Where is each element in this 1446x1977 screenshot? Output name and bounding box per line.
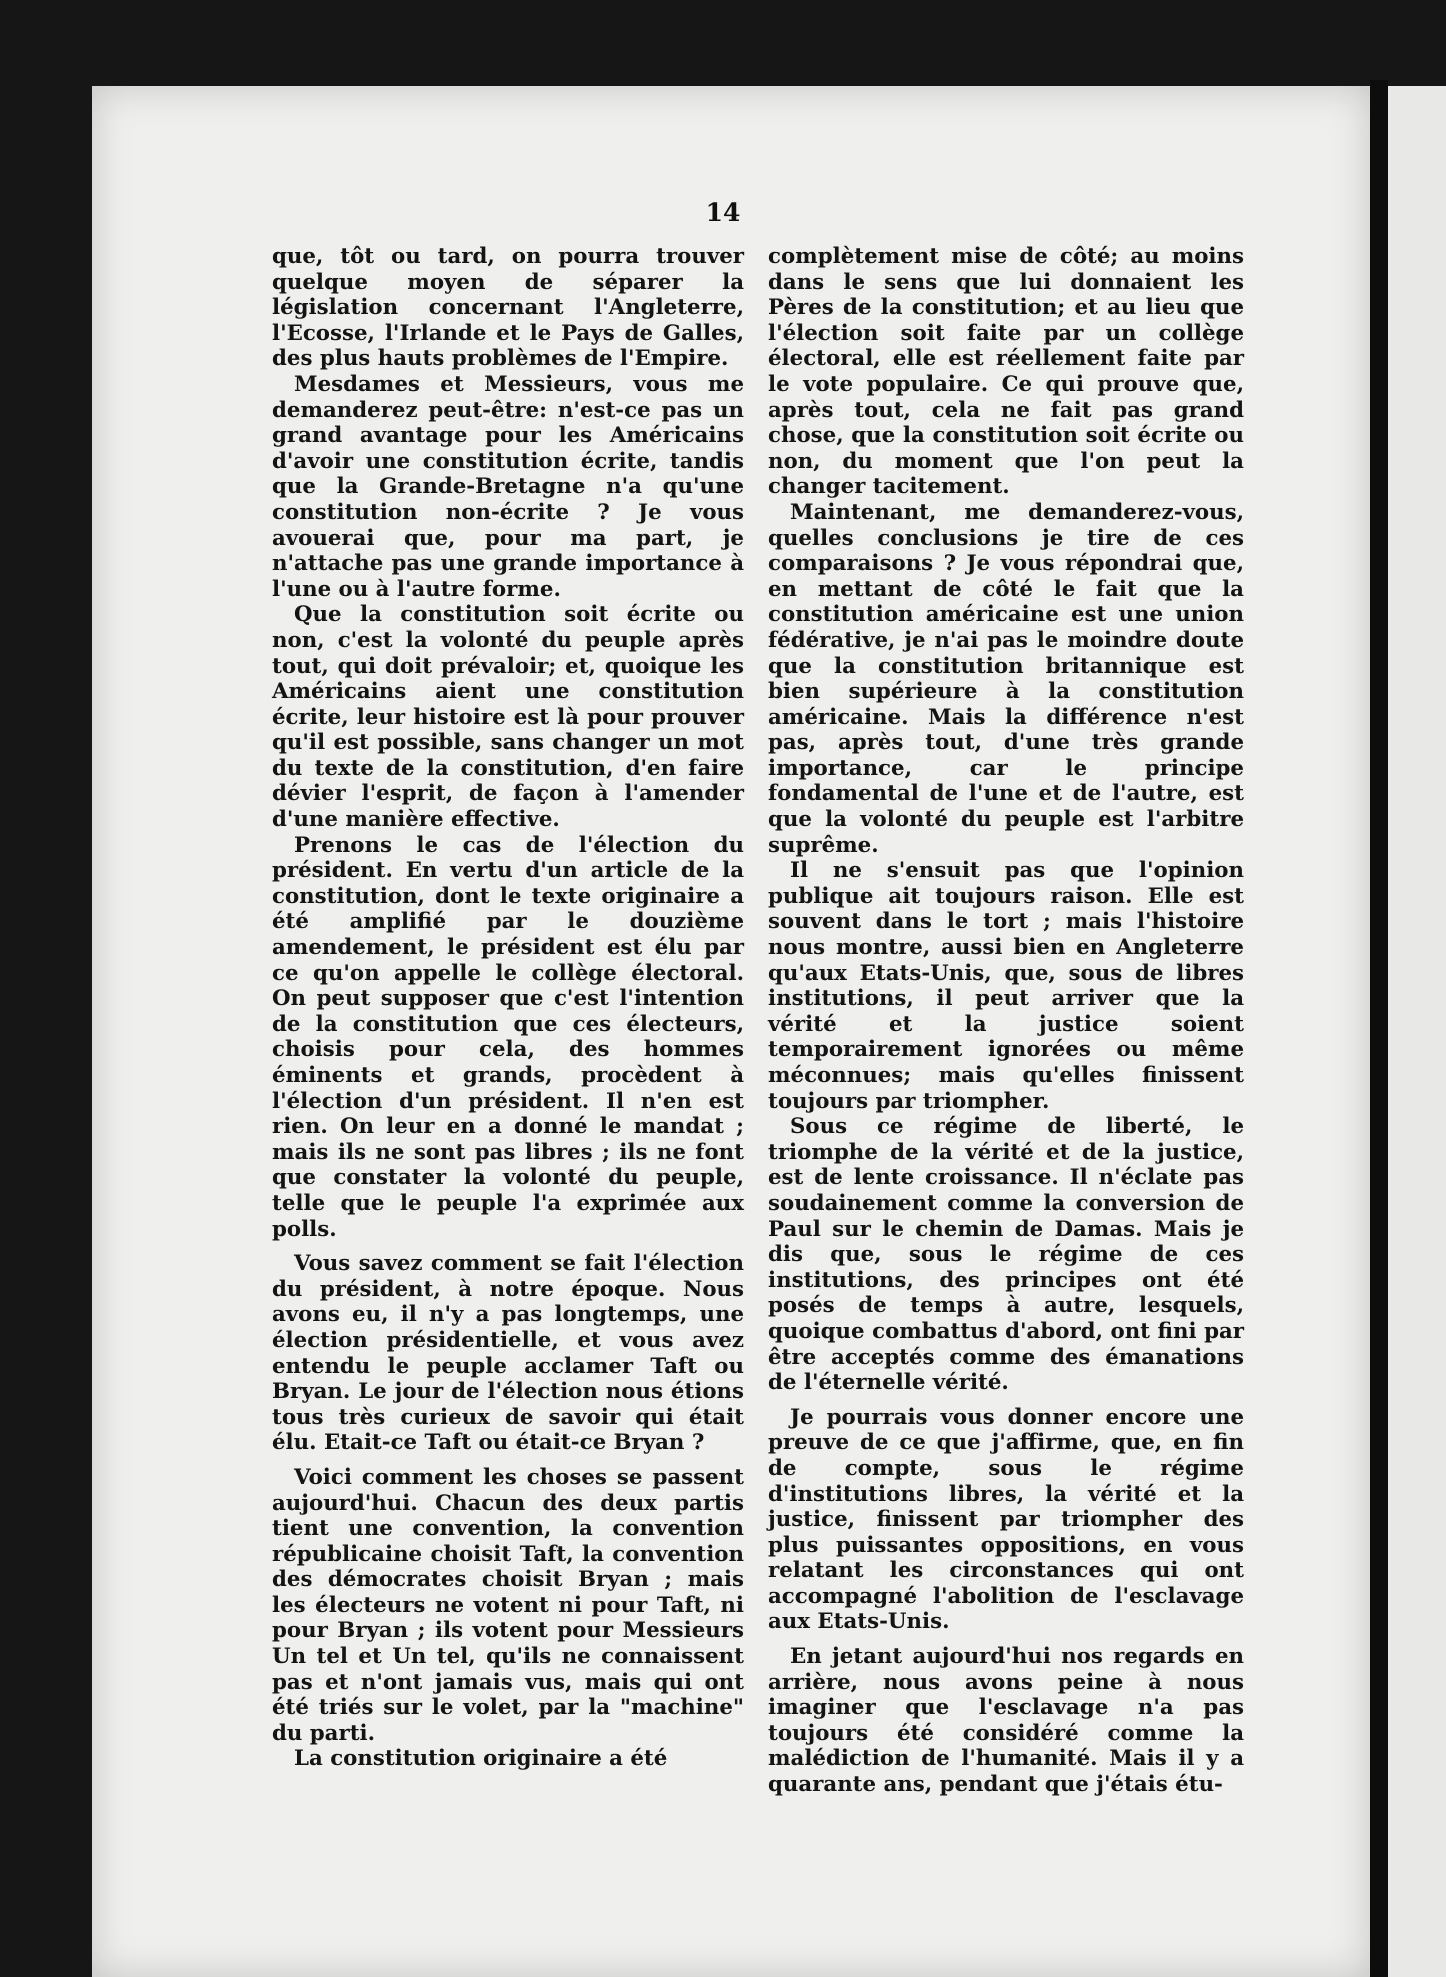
paragraph: Il ne s'ensuit pas que l'opinion publique ait toujours raison. Elle est souvent dans le tort ; mais l'histoire nous montre, aussi bien en Angleterre qu'aux Etats-Unis, que, sous de libres institutions, il peut arriver que la vérité et la justice soient temporairement ignorées ou même méconnues; mais qu'elles finissent toujours par triompher. [768,858,1244,1114]
page-gutter-shadow [1370,80,1388,1977]
paragraph: complètement mise de côté; au moins dans le sens que lui donnaient les Pères de la constitution; et au lieu que l'élection soit faite par un collège électoral, elle est réellement faite par le vote populaire. Ce qui prouve que, après tout, cela ne fait pas grand chose, que la constitution soit écrite ou non, du moment que l'on peut la changer tacitement. [768,244,1244,500]
adjacent-page-edge [1388,86,1446,1977]
page-number: 14 [705,198,741,227]
paragraph: En jetant aujourd'hui nos regards en arrière, nous avons peine à nous imaginer que l'esclavage n'a pas toujours été considéré comme la malédiction de l'humanité. Mais il y a quarante ans, pendant que j'étais étu- [768,1644,1244,1798]
paragraph: Que la constitution soit écrite ou non, c'est la volonté du peuple après tout, qui doit prévaloir; et, quoique les Américains aient une constitution écrite, leur histoire est là pour prouver qu'il est possible, sans changer un mot du texte de la constitution, d'en faire dévier l'esprit, de façon à l'amender d'une manière effective. [272,602,744,833]
paragraph: Prenons le cas de l'élection du président. En vertu d'un article de la constitution, dont le texte originaire a été amplifié par le douzième amendement, le président est élu par ce qu'on appelle le collège électoral. On peut supposer que c'est l'intention de la constitution que ces électeurs, choisis pour cela, des hommes éminents et grands, procèdent à l'élection d'un président. Il n'en est rien. On leur en a donné le mandat ; mais ils ne sont pas libres ; ils ne font que constater la volonté du peuple, telle que le peuple l'a exprimée aux polls. [272,832,744,1242]
paragraph: Je pourrais vous donner encore une preuve de ce que j'affirme, que, en fin de compte, sous le régime d'institutions libres, la vérité et la justice, finissent par triompher des plus puissantes oppositions, en vous relatant les circonstances qui ont accompagné l'abolition de l'esclavage aux Etats-Unis. [768,1404,1244,1635]
left-text-column [272,244,744,1772]
paragraph: La constitution originaire a été [294,1746,668,1772]
paragraph: Sous ce régime de liberté, le triomphe de la vérité et de la justice, est de lente croissance. Il n'éclate pas soudainement comme la conversion de Paul sur le chemin de Damas. Mais je dis que, sous le régime de ces institutions, des principes ont été posés de temps à autre, lesquels, quoique combattus d'abord, ont fini par être acceptés comme des émanations de l'éternelle vérité. [768,1114,1244,1396]
paragraph: Mesdames et Messieurs, vous me demanderez peut-être: n'est-ce pas un grand avantage pour les Américains d'avoir une constitution écrite, tandis que la Grande-Bretagne n'a qu'une constitution non-écrite ? Je vous avouerai que, pour ma part, je n'attache pas une grande importance à l'une ou à l'autre forme. [272,371,744,602]
right-text-column [768,244,1244,1798]
paragraph: Vous savez comment se fait l'élection du président, à notre époque. Nous avons eu, il n'y a pas longtemps, une élection présidentielle, et vous avez entendu le peuple acclamer Taft ou Bryan. Le jour de l'élection nous étions tous très curieux de savoir qui était élu. Etait-ce Taft ou était-ce Bryan ? [272,1251,744,1456]
paragraph: Maintenant, me demanderez-vous, quelles conclusions je tire de ces comparaisons ? Je vous répondrai que, en mettant de côté le fait que la constitution américaine est une union fédérative, je n'ai pas le moindre doute que la constitution britannique est bien supérieure à la constitution américaine. Mais la différence n'est pas, après tout, d'une très grande importance, car le principe fondamental de l'une et de l'autre, est que la volonté du peuple est l'arbitre suprême. [768,499,1244,858]
paragraph: Voici comment les choses se passent aujourd'hui. Chacun des deux partis tient une convention, la convention républicaine choisit Taft, la convention des démocrates choisit Bryan ; mais les électeurs ne votent ni pour Taft, ni pour Bryan ; ils votent pour Messieurs Un tel et Un tel, qu'ils ne connaissent pas et n'ont jamais vus, mais qui ont été triés sur le volet, par la "machine" du parti. [272,1464,744,1746]
paragraph: que, tôt ou tard, on pourra trouver quelque moyen de séparer la législation concernant l'Angleterre, l'Ecosse, l'Irlande et le Pays de Galles, des plus hauts problèmes de l'Empire. [272,244,744,372]
